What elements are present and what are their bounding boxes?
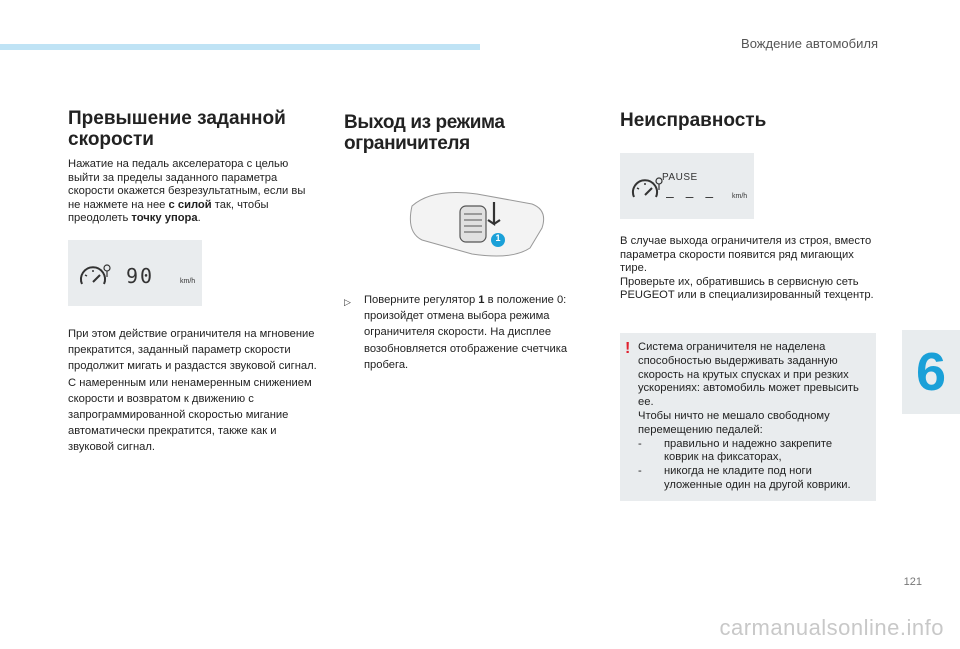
warning-list bbox=[638, 438, 868, 493]
display-pause-label: PAUSE bbox=[662, 172, 698, 183]
column-speed-exceed bbox=[68, 108, 318, 456]
speedometer-icon bbox=[78, 264, 112, 290]
body-text: В случае выхода ограничителя из строя, вместо параметра скорости появится ряд мигающих тире. Проверьте их, обратившись в сервисную сеть PEUGEOT или в специализированный техцентр. bbox=[620, 235, 874, 302]
display-speed-value: 90 bbox=[126, 263, 155, 288]
warning-icon: ! bbox=[625, 339, 631, 357]
list-item: - правильно и надежно закрепите коврик на фиксаторах, bbox=[638, 437, 833, 464]
watermark: carmanualsonline.info bbox=[719, 615, 944, 640]
body-text: При этом действие ограничителя на мгновение прекратится, заданный параметр скорости продолжит мигать и раздастся звуковой сигнал. С намеренным или ненамеренным снижением скорости и возвратом к движению с запрограммированной скоростью мигание автоматически прекратится, также как и звуковой сигнал. bbox=[68, 327, 317, 454]
display-dashes: – – – bbox=[666, 188, 718, 204]
control-stalk-icon bbox=[402, 176, 552, 266]
display-unit: km/h bbox=[732, 193, 748, 200]
instruction-item: ▷ Поверните регулятор 1 в положение 0: произойдет отмена выбора режима ограничителя скорости. На дисплее возобновляется отображение счетчика пробега. bbox=[344, 292, 594, 373]
display-unit: km/h bbox=[180, 277, 196, 285]
header-accent-bar bbox=[0, 44, 480, 50]
heading-speed-exceed: Превышение заданной скорости bbox=[68, 108, 286, 150]
column-exit-limiter bbox=[344, 108, 594, 373]
list-item: - никогда не кладите под ноги уложенные один на другой коврики. bbox=[638, 465, 851, 491]
page-number: 121 bbox=[903, 576, 922, 588]
stalk-illustration bbox=[402, 176, 552, 266]
heading-exit-limiter: Выход из режима ограничителя bbox=[344, 112, 505, 154]
fault-display-panel bbox=[620, 153, 754, 219]
chapter-tab: 6 bbox=[902, 330, 960, 414]
instruction-bullet-icon: ▷ bbox=[344, 297, 351, 307]
speedometer-icon bbox=[630, 177, 664, 203]
callout-number: 1 bbox=[495, 233, 501, 243]
warning-box: ! Система ограничителя не наделена способностью выдерживать заданную скорость на крутых спусках и при резких ускорениях: автомобиль может превысить ее. Чтобы ничто не мешало свободному перемещению педалей: - правильно и надежно закрепите коврик на фиксаторах, - никогда не кладите под ноги уложенные один на другой коврики. bbox=[620, 333, 876, 501]
column-malfunction bbox=[620, 108, 876, 501]
section-title: Вождение автомобиля bbox=[741, 36, 878, 51]
intro-paragraph: Нажатие на педаль акселератора с целью выйти за пределы заданного параметра скорости окажется безрезультатным, если вы не нажмете на нее с силой так, чтобы преодолеть точку упора. bbox=[68, 158, 306, 225]
heading-malfunction: Неисправность bbox=[620, 110, 767, 131]
limiter-display-panel bbox=[68, 240, 202, 306]
